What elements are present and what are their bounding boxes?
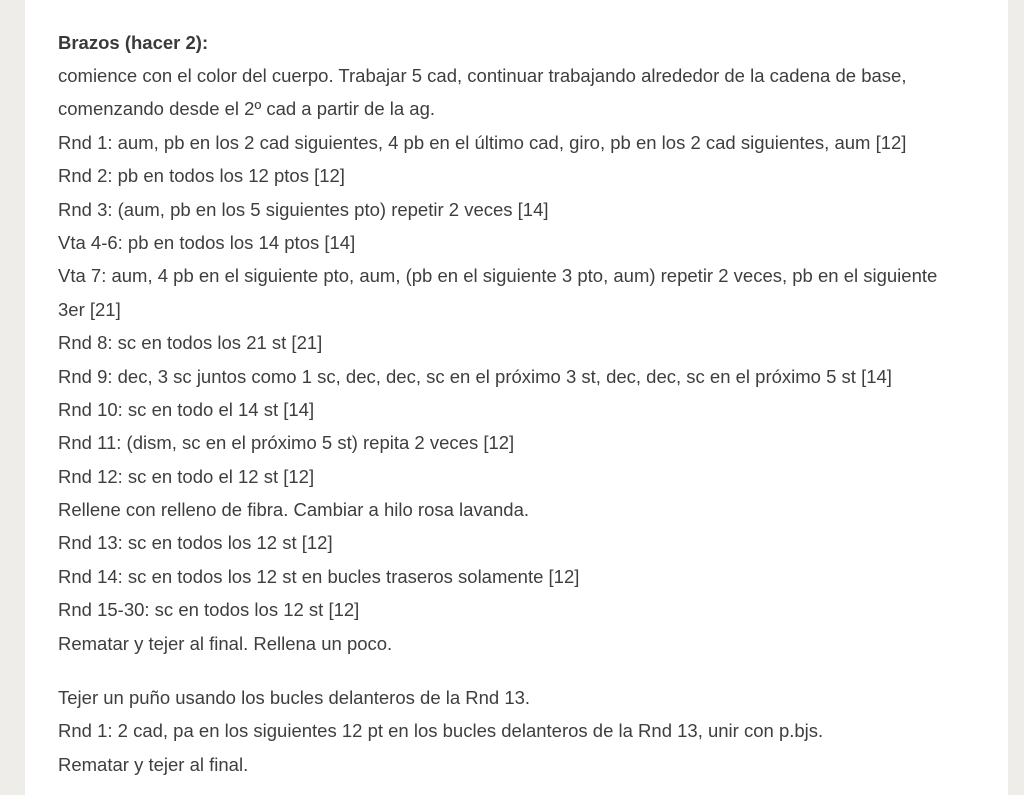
instruction-line: Rnd 12: sc en todo el 12 st [12]: [58, 465, 315, 487]
cuff-instructions-block: [58, 681, 1008, 781]
instruction-line: Vta 4-6: pb en todos los 14 ptos [14]: [58, 231, 356, 253]
instruction-line: 3er [21]: [58, 298, 121, 320]
instruction-line: comience con el color del cuerpo. Trabajar 5 cad, continuar trabajando alrededor de la cadena de base,: [58, 65, 907, 86]
paragraph-gap: [58, 660, 1008, 681]
cuff-instruction-line: Rnd 1: 2 cad, pa en los siguientes 12 pt en los bucles delanteros de la Rnd 13, unir con p.bjs.: [58, 720, 824, 742]
instruction-line: comenzando desde el 2º cad a partir de la ag.: [58, 98, 436, 120]
instruction-line: Rellene con relleno de fibra. Cambiar a hilo rosa lavanda.: [58, 499, 529, 521]
article-content: [25, 0, 1008, 795]
instruction-line: Rematar y tejer al final. Rellena un poco.: [58, 632, 393, 654]
instruction-line: Rnd 1: aum, pb en los 2 cad siguientes, 4 pb en el último cad, giro, pb en los 2 cad siguientes, aum [12]: [58, 131, 907, 153]
instruction-line: Rnd 8: sc en todos los 21 st [21]: [58, 332, 323, 354]
instruction-line: Rnd 14: sc en todos los 12 st en bucles traseros solamente [12]: [58, 565, 580, 587]
cuff-instruction-line: Rematar y tejer al final.: [58, 753, 249, 775]
instruction-line: Rnd 11: (dism, sc en el próximo 5 st) repita 2 veces [12]: [58, 432, 515, 454]
instruction-line: Rnd 10: sc en todo el 14 st [14]: [58, 398, 315, 420]
instruction-line: Rnd 15-30: sc en todos los 12 st [12]: [58, 599, 360, 621]
instruction-line: Rnd 2: pb en todos los 12 ptos [12]: [58, 165, 345, 187]
instructions-block: [58, 59, 1008, 660]
instruction-line: Rnd 9: dec, 3 sc juntos como 1 sc, dec, dec, sc en el próximo 3 st, dec, dec, sc en el próximo 5 st [14]: [58, 365, 892, 387]
instruction-line: Vta 7: aum, 4 pb en el siguiente pto, aum, (pb en el siguiente 3 pto, aum) repetir 2 veces, pb en el siguiente: [58, 265, 938, 287]
cuff-instruction-line: Tejer un puño usando los bucles delanteros de la Rnd 13.: [58, 687, 531, 709]
section-heading: Brazos (hacer 2):: [58, 32, 209, 53]
instruction-line: Rnd 3: (aum, pb en los 5 siguientes pto) repetir 2 veces [14]: [58, 198, 549, 220]
instruction-line: Rnd 13: sc en todos los 12 st [12]: [58, 532, 333, 554]
